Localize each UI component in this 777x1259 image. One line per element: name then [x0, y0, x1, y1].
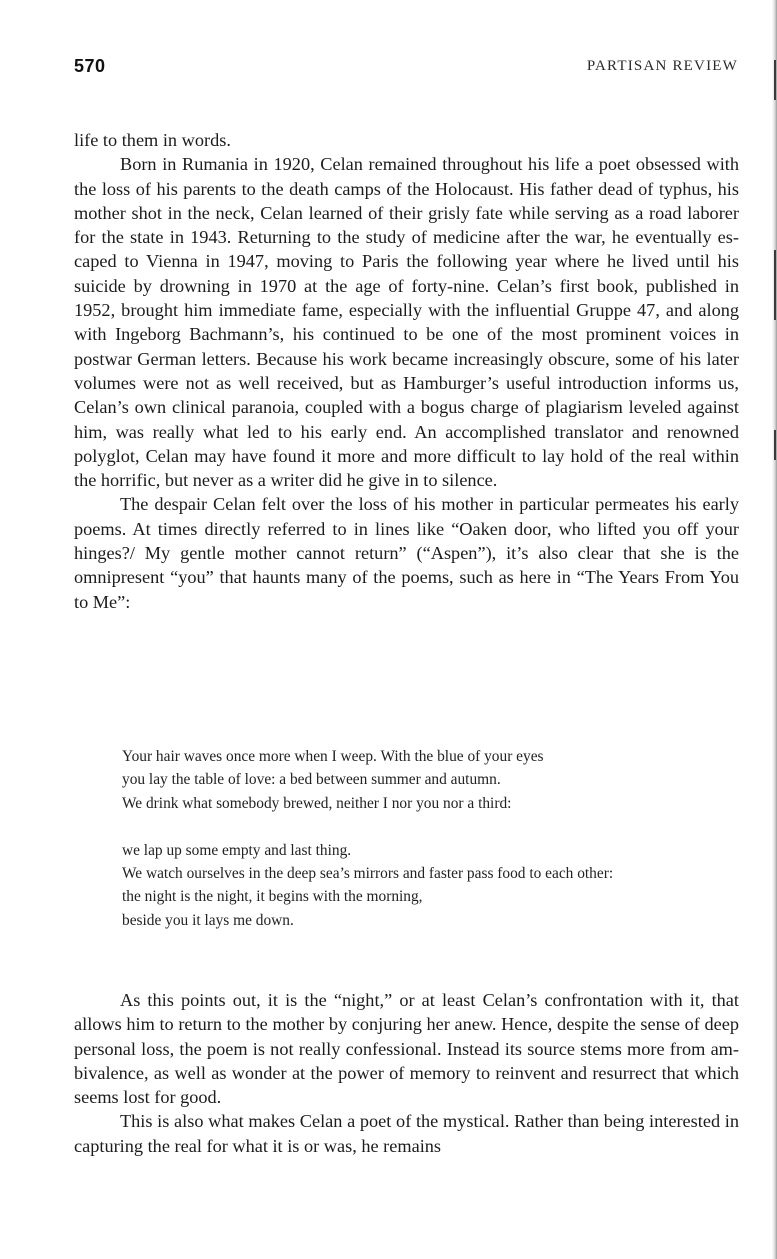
paragraph: The despair Celan felt over the loss of his mother in particular permeates his early poems. At times directly referred to in lines like “Oaken door, who lifted you off your hinges?/ My gentle mother cannot return” (“Aspen”), it’s also clear that she is the omnipresent “you” that haunts many of the poems, such as here in “The Years From You to Me”:	[74, 494, 739, 612]
page-number: 570	[74, 56, 106, 76]
poem-line: you lay the table of love: a bed between summer and autumn.	[122, 771, 501, 789]
paragraph: life to them in words.	[74, 130, 231, 150]
poem-line: beside you it lays me down.	[122, 911, 294, 929]
poem-block	[122, 745, 732, 932]
paragraph: This is also what makes Celan a poet of the mystical. Rather than being interested in capturing the real for what it is or was, he remains	[74, 1111, 739, 1156]
body-text-bottom	[74, 988, 739, 1158]
page-edge-mark	[774, 430, 776, 460]
page-edge-shadow	[772, 0, 777, 1259]
page-edge-mark	[774, 250, 776, 320]
page-edge-mark	[774, 60, 776, 100]
stanza-break	[122, 815, 732, 838]
poem-line: We drink what somebody brewed, neither I nor you nor a third:	[122, 794, 512, 812]
poem-line: we lap up some empty and last thing.	[122, 841, 352, 859]
page-header	[74, 56, 738, 82]
paragraph: Born in Rumania in 1920, Celan remained throughout his life a poet obsessed with the loss of his parents to the death camps of the Holocaust. His father dead of typhus, his mother shot in the neck, Celan learned of their grisly fate while serving as a road laborer for the state in 1943. Returning to the study of medicine after the war, he eventually escaped to Vienna in 1947, moving to Paris the following year where he lived until his suicide by drowning in 1970 at the age of forty-nine. Celan’s first book, published in 1952, brought him immediate fame, especially with the influential Gruppe 47, and along with Ingeborg Bachmann’s, his continued to be one of the most prominent voices in postwar German letters. Because his work became increasingly obscure, some of his later volumes were not as well received, but as Hamburger’s useful introduction informs us, Celan’s own clinical paranoia, coupled with a bogus charge of plagiarism leveled against him, was really what led to his early end. An accomplished translator and renowned polyglot, Celan may have found it more and more difficult to lay hold of the real within the horrific, but never as a writer did he give in to silence.	[74, 154, 739, 491]
poem-line: Your hair waves once more when I weep. With the blue of your eyes	[122, 748, 544, 765]
paragraph: As this points out, it is the “night,” or at least Celan’s confrontation with it, that allows him to return to the mother by conjuring her anew. Hence, despite the sense of deep personal loss, the poem is not really confessional. Instead its source stems more from ambivalence, as well as wonder at the power of memory to reinvent and resurrect that which seems lost for good.	[74, 990, 739, 1108]
poem-line: We watch ourselves in the deep sea’s mirrors and faster pass food to each other:	[122, 865, 614, 883]
running-head: PARTISAN REVIEW	[586, 58, 738, 74]
poem-line: the night is the night, it begins with the morning,	[122, 888, 423, 906]
body-text-top	[74, 128, 739, 614]
